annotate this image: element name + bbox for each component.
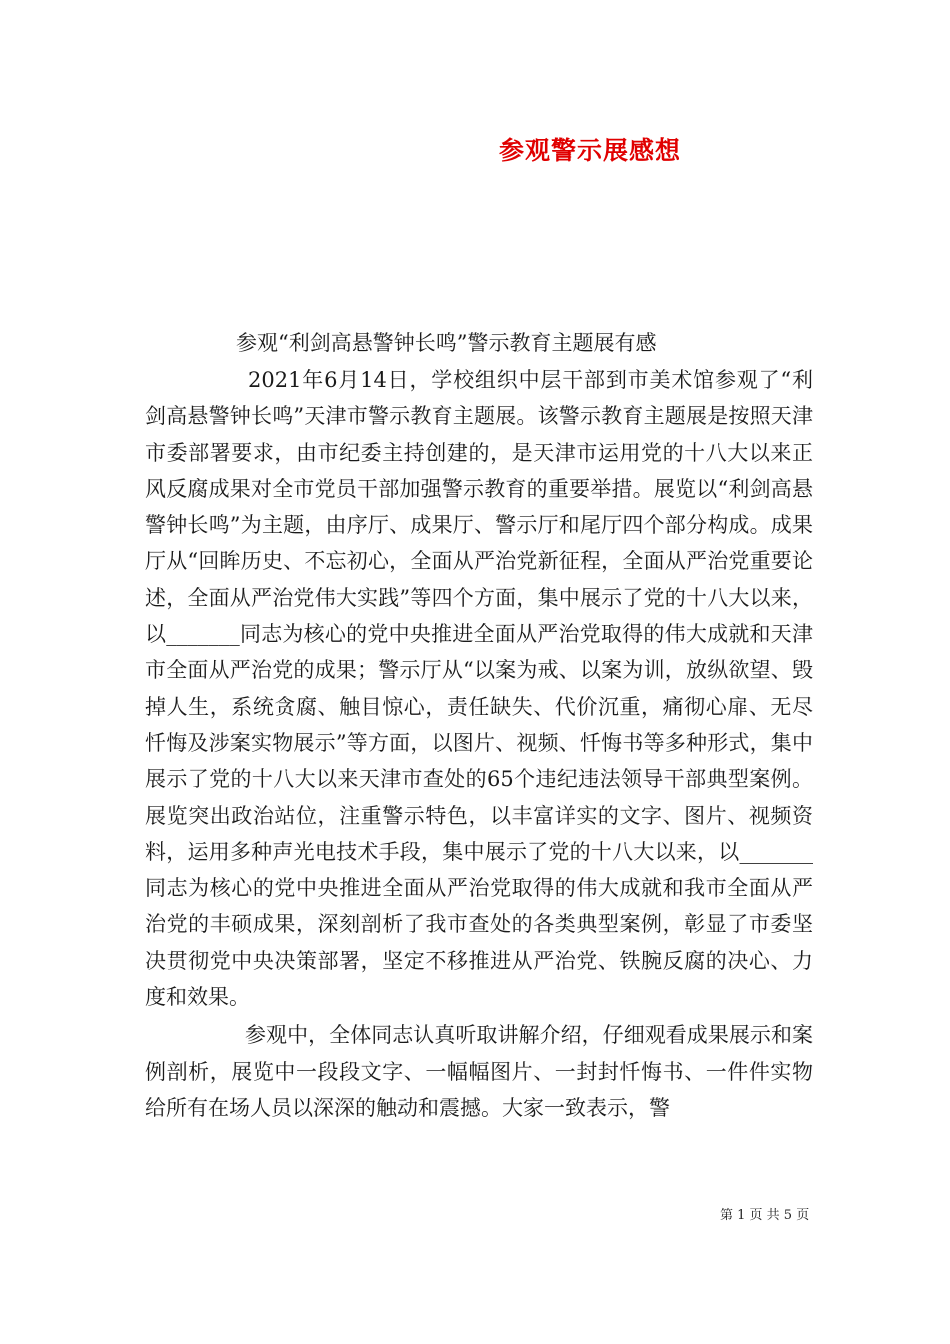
page-number-footer: 第 1 页 共 5 页 bbox=[720, 1208, 810, 1223]
body-paragraph-2: 参观中，全体同志认真听取讲解介绍，仔细观看成果展示和案例剖析，展览中一段段文字、一幅幅图片、一封封忏悔书、一件件实物给所有在场人员以深深的触动和震撼。大家一致表示，警 bbox=[145, 1023, 813, 1120]
document-subtitle: 参观“利剑高悬警钟长鸣”警示教育主题展有感 bbox=[236, 331, 657, 355]
document-body bbox=[145, 362, 813, 1126]
document-title: 参观警示展感想 bbox=[498, 136, 681, 165]
body-paragraph-1: 2021年6月14日，学校组织中层干部到市美术馆参观了“利剑高悬警钟长鸣”天津市警示教育主题展。该警示教育主题展是按照天津市委部署要求，由市纪委主持创建的，是天津市运用党的十八大以来正风反腐成果对全市党员干部加强警示教育的重要举措。展览以“利剑高悬警钟长鸣”为主题，由序厅、成果厅、警示厅和尾厅四个部分构成。成果厅从“回眸历史、不忘初心，全面从严治党新征程，全面从严治党重要论述，全面从严治党伟大实践”等四个方面，集中展示了党的十八大以来，以_______同志为核心的党中央推进全面从严治党取得的伟大成就和天津市全面从严治党的成果；警示厅从“以案为戒、以案为训，放纵欲望、毁掉人生，系统贪腐、触目惊心，责任缺失、代价沉重，痛彻心扉、无尽忏悔及涉案实物展示”等方面，以图片、视频、忏悔书等多种形式，集中展示了党的十八大以来天津市查处的65个违纪违法领导干部典型案例。展览突出政治站位，注重警示特色，以丰富详实的文字、图片、视频资料，运用多种声光电技术手段，集中展示了党的十八大以来，以_______同志为核心的党中央推进全面从严治党取得的伟大成就和我市全面从严治党的丰硕成果，深刻剖析了我市查处的各类典型案例，彰显了市委坚决贯彻党中央决策部署，坚定不移推进从严治党、铁腕反腐的决心、力度和效果。 bbox=[145, 368, 813, 1010]
